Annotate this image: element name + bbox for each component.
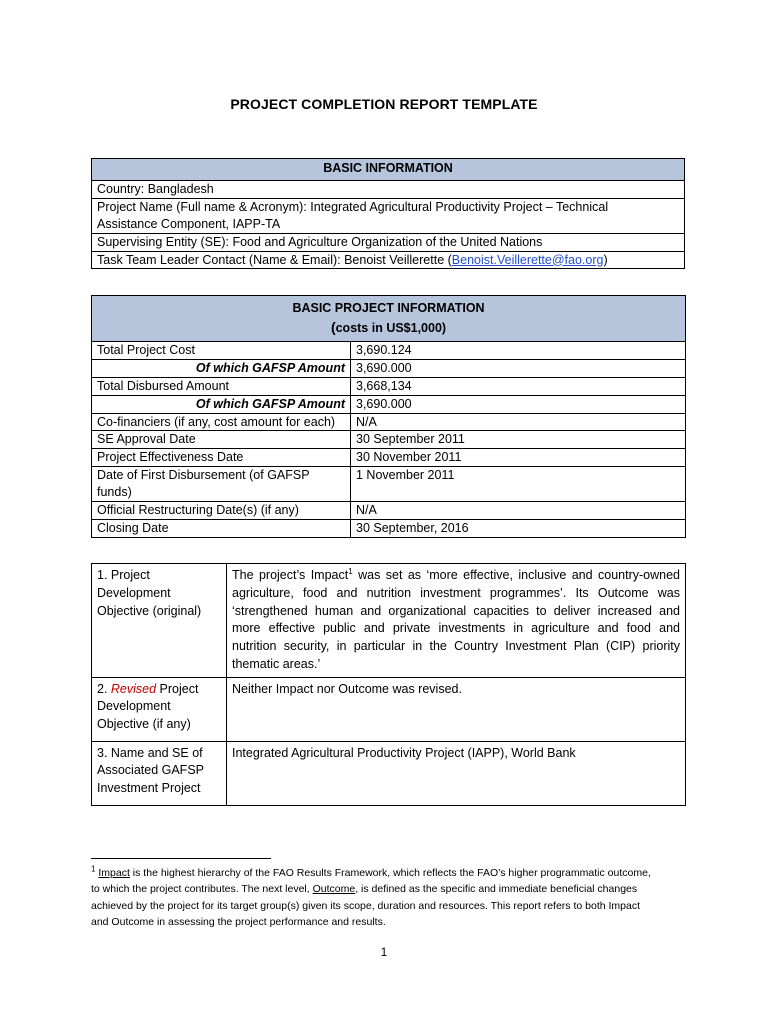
project-name-line2: Assistance Component, IAPP-TA <box>97 216 281 231</box>
basic-information-table <box>91 158 685 269</box>
bpi-header-paren: ( <box>330 319 336 336</box>
row-label: Total Project Cost <box>92 342 351 360</box>
row-value: 3,668,134 <box>351 377 686 395</box>
impact-text-b: was set as ‘more effective, inclusive and country-owned agriculture, food and nutrition investment programmes’. Its Outcome was ‘strengthened human and organizational capacities to deliver increased and more effective public and private investments in agriculture and food and nutrition security, in particular in the Country Investment Plan (CIP) priority thematic areas.’ <box>232 568 680 671</box>
basic-project-information-header <box>92 296 686 342</box>
footnote-text-2: , is defined as the specific and immediate beneficial changes achieved by the project for its target group(s) given its scope, duration and resources. This report refers to both Impact and Outcome in assessing the project performance and results. <box>91 883 640 928</box>
project-name-cell <box>92 198 685 233</box>
revised-num: 2. <box>97 681 111 696</box>
objective-revised-text: Neither Impact nor Outcome was revised. <box>227 677 686 741</box>
objective-original-label: 1. Project Development Objective (original) <box>92 564 227 678</box>
row-label: Official Restructuring Date(s) (if any) <box>92 501 351 519</box>
row-value: 30 November 2011 <box>351 449 686 467</box>
objectives-table <box>91 563 686 806</box>
row-label: Of which GAFSP Amount <box>92 359 351 377</box>
footnote-text-1: is the highest hierarchy of the FAO Results Framework, which reflects the FAO’s higher programmatic outcome, to which the project contributes. The next level, <box>91 867 651 896</box>
footnote-ref: 1 <box>348 566 353 576</box>
task-team-leader-cell <box>92 251 685 269</box>
row-label: Closing Date <box>92 519 351 537</box>
supervising-entity-cell: Supervising Entity (SE): Food and Agriculture Organization of the United Nations <box>92 233 685 251</box>
row-value: 30 September 2011 <box>351 431 686 449</box>
row-label: Project Effectiveness Date <box>92 449 351 467</box>
footnote-divider <box>91 858 271 859</box>
footnote <box>91 865 651 930</box>
row-value: 3,690.000 <box>351 395 686 413</box>
row-value: N/A <box>351 413 686 431</box>
footnote-term-impact: Impact <box>98 867 130 879</box>
row-label: Date of First Disbursement (of GAFSP funds) <box>92 467 351 502</box>
ttl-email-link[interactable]: Benoist.Veillerette@fao.org <box>451 252 604 267</box>
ttl-prefix: Task Team Leader Contact (Name & Email): Benoist Veillerette ( <box>97 252 452 267</box>
associated-project-text: Integrated Agricultural Productivity Project (IAPP), World Bank <box>227 741 686 805</box>
row-label: Of which GAFSP Amount <box>92 395 351 413</box>
project-name-line1: Project Name (Full name & Acronym): Integrated Agricultural Productivity Project – Technical <box>97 199 609 214</box>
country-cell: Country: Bangladesh <box>92 181 685 199</box>
row-label: Total Disbursed Amount <box>92 377 351 395</box>
basic-information-header: BASIC INFORMATION <box>92 159 685 181</box>
page-number: 1 <box>380 945 388 959</box>
impact-text-a: The project’s Impact <box>232 568 349 582</box>
row-value: N/A <box>351 501 686 519</box>
objective-original-text <box>227 564 686 678</box>
row-value: 30 September, 2016 <box>351 519 686 537</box>
row-value: 3,690.000 <box>351 359 686 377</box>
row-value: 1 November 2011 <box>351 467 686 502</box>
revised-label-rest: Project Development Objective (if any) <box>97 681 199 731</box>
revised-word: Revised <box>110 681 157 696</box>
page-title: PROJECT COMPLETION REPORT TEMPLATE <box>230 96 538 112</box>
basic-project-information-table <box>91 295 686 538</box>
objective-revised-label <box>92 677 227 741</box>
footnote-term-outcome: Outcome <box>312 883 356 896</box>
bpi-header-line2: costs in US$1,000) <box>335 321 447 336</box>
row-label: SE Approval Date <box>92 431 351 449</box>
footnote-number: 1 <box>91 864 96 874</box>
ttl-suffix: ) <box>603 252 608 267</box>
associated-project-label: 3. Name and SE of Associated GAFSP Investment Project <box>92 741 227 805</box>
bpi-header-line1: BASIC PROJECT INFORMATION <box>292 301 485 315</box>
row-label: Co-financiers (if any, cost amount for each) <box>92 413 351 431</box>
row-value: 3,690.124 <box>351 342 686 360</box>
